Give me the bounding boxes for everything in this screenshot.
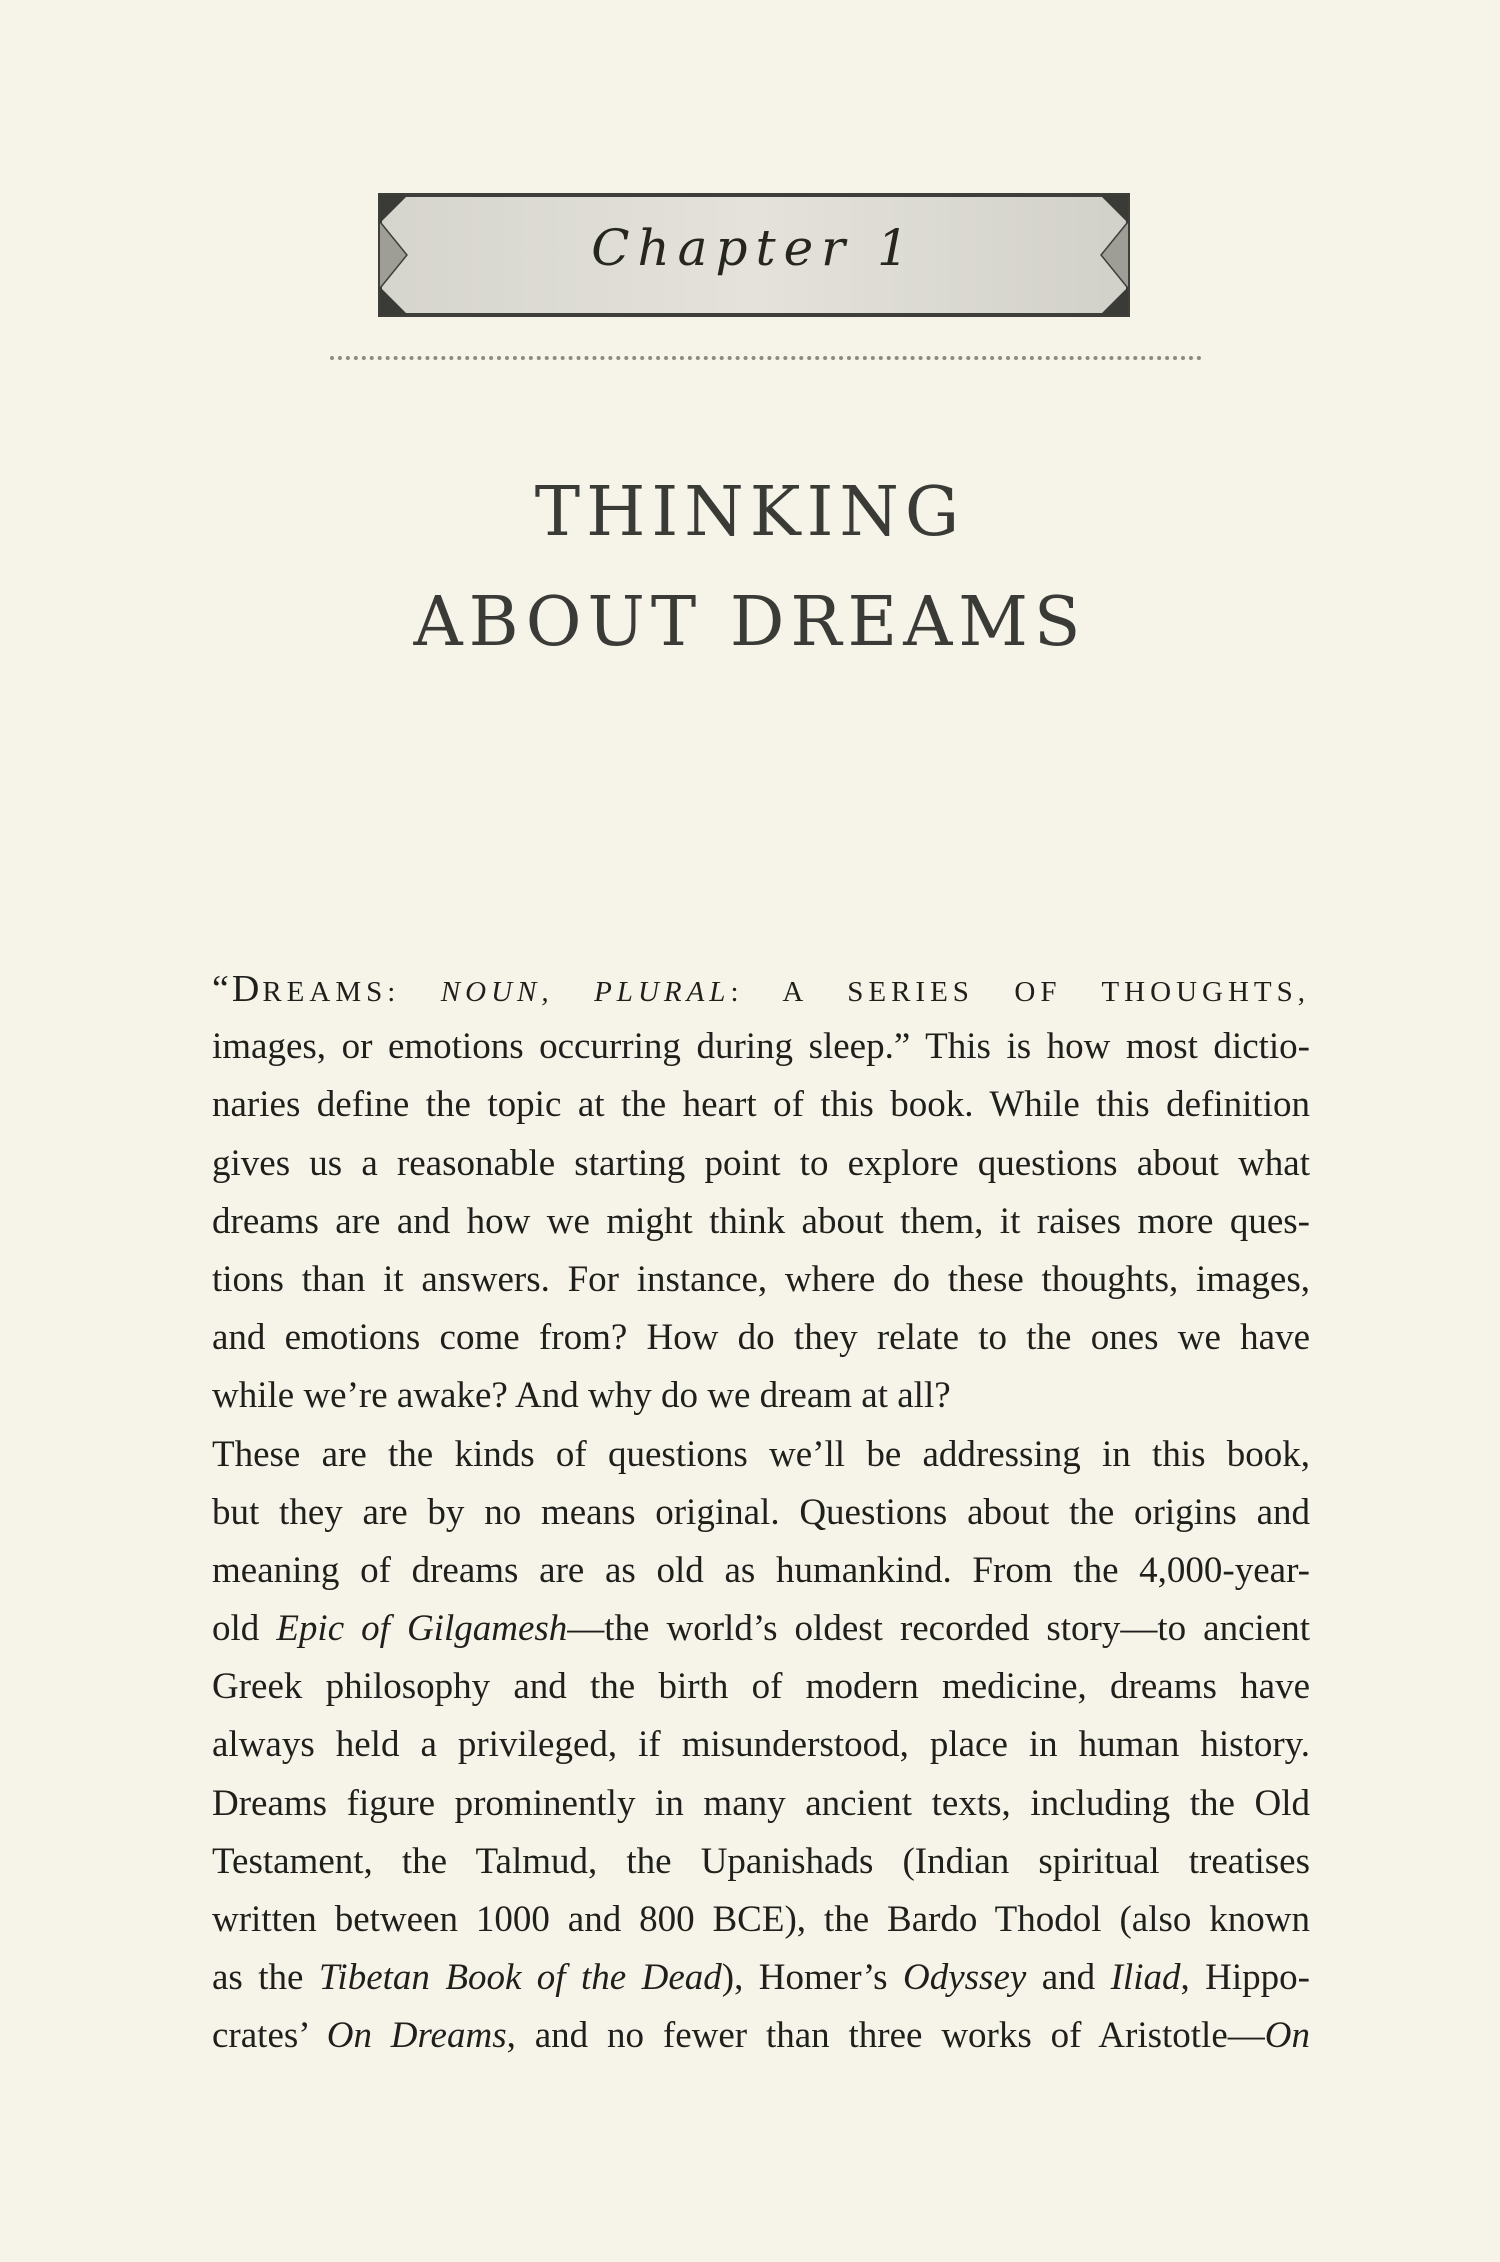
text-line <box>212 2007 1310 2065</box>
chapter-title-line-1: THINKING <box>534 473 966 552</box>
text-span: NOUN, PLURAL <box>440 976 731 1008</box>
text-line <box>212 1309 1310 1367</box>
text-span: meaning of dreams are as old as humankind. From the 4,000-year- <box>212 1549 1310 1591</box>
text-line <box>212 1542 1310 1600</box>
text-span: and emotions come from? How do they relate to the ones we have <box>212 1317 1310 1359</box>
text-span: and <box>1026 1957 1111 1999</box>
text-span: dreams are and how we might think about them, it raises more ques- <box>212 1200 1310 1242</box>
text-span: but they are by no means original. Questions about the origins and <box>212 1491 1310 1533</box>
text-span: , Hippo- <box>1180 1957 1310 1999</box>
text-span: REAMS: <box>262 976 441 1008</box>
text-line <box>212 1367 1310 1425</box>
text-span: always held a privileged, if misunderstood, place in human history. <box>212 1724 1310 1766</box>
text-span: Tibetan Book of the Dead <box>318 1957 722 1999</box>
chapter-title-line-2: ABOUT DREAMS <box>413 583 1087 662</box>
text-span: written between 1000 and 800 BCE), the Bardo Thodol (also known <box>212 1899 1310 1940</box>
text-span: as the <box>212 1957 319 1999</box>
text-span: These are the kinds of questions we’ll be addressing in this book, <box>212 1433 1310 1475</box>
body-text <box>212 960 1310 2066</box>
text-line <box>212 1833 1310 1891</box>
text-span: images, or emotions occurring during sleep.” This is how most dictio- <box>212 1026 1310 1068</box>
text-span: On <box>1264 2015 1310 2057</box>
text-line <box>212 1251 1310 1309</box>
text-span: , and no fewer than three works of Aristotle— <box>506 2015 1265 2057</box>
text-span: Testament, the Talmud, the Upanishads (Indian spiritual treatises <box>212 1840 1310 1882</box>
text-line <box>212 1600 1310 1658</box>
text-span: —the world’s oldest recorded story—to ancient <box>567 1608 1311 1650</box>
text-span: while we’re awake? And why do we dream at all? <box>212 1375 951 1417</box>
text-line <box>212 1658 1310 1716</box>
text-span: “D <box>212 968 263 1010</box>
text-span: Greek philosophy and the birth of modern medicine, dreams have <box>212 1666 1310 1708</box>
text-span: old <box>212 1608 277 1650</box>
text-line <box>212 1076 1310 1134</box>
text-line <box>212 1716 1310 1774</box>
dotted-divider <box>330 356 1202 360</box>
text-span: Odyssey <box>903 1957 1027 1999</box>
text-span: On Dreams <box>326 2015 507 2057</box>
text-span: Iliad <box>1110 1957 1181 1999</box>
text-span: : A SERIES OF THOUGHTS, <box>730 976 1310 1008</box>
chapter-title <box>0 458 1500 678</box>
text-line <box>212 1135 1310 1193</box>
text-span: gives us a reasonable starting point to explore questions about what <box>212 1142 1310 1184</box>
chapter-label: Chapter 1 <box>591 219 917 277</box>
text-span: crates’ <box>212 2015 327 2057</box>
text-line <box>212 1193 1310 1251</box>
text-line <box>212 1891 1310 1949</box>
text-span: Epic of Gilgamesh <box>276 1608 568 1650</box>
text-line <box>212 960 1310 1018</box>
text-span: Dreams figure prominently in many ancient texts, including the Old <box>212 1782 1310 1824</box>
chapter-plate <box>378 193 1130 317</box>
text-line <box>212 1949 1310 2007</box>
text-line <box>212 1484 1310 1542</box>
text-line <box>212 1018 1310 1076</box>
text-line <box>212 1775 1310 1833</box>
text-line <box>212 1426 1310 1484</box>
text-span: ), Homer’s <box>721 1957 904 1999</box>
text-span: naries define the topic at the heart of this book. While this definition <box>212 1084 1310 1126</box>
text-span: tions than it answers. For instance, where do these thoughts, images, <box>212 1258 1310 1300</box>
